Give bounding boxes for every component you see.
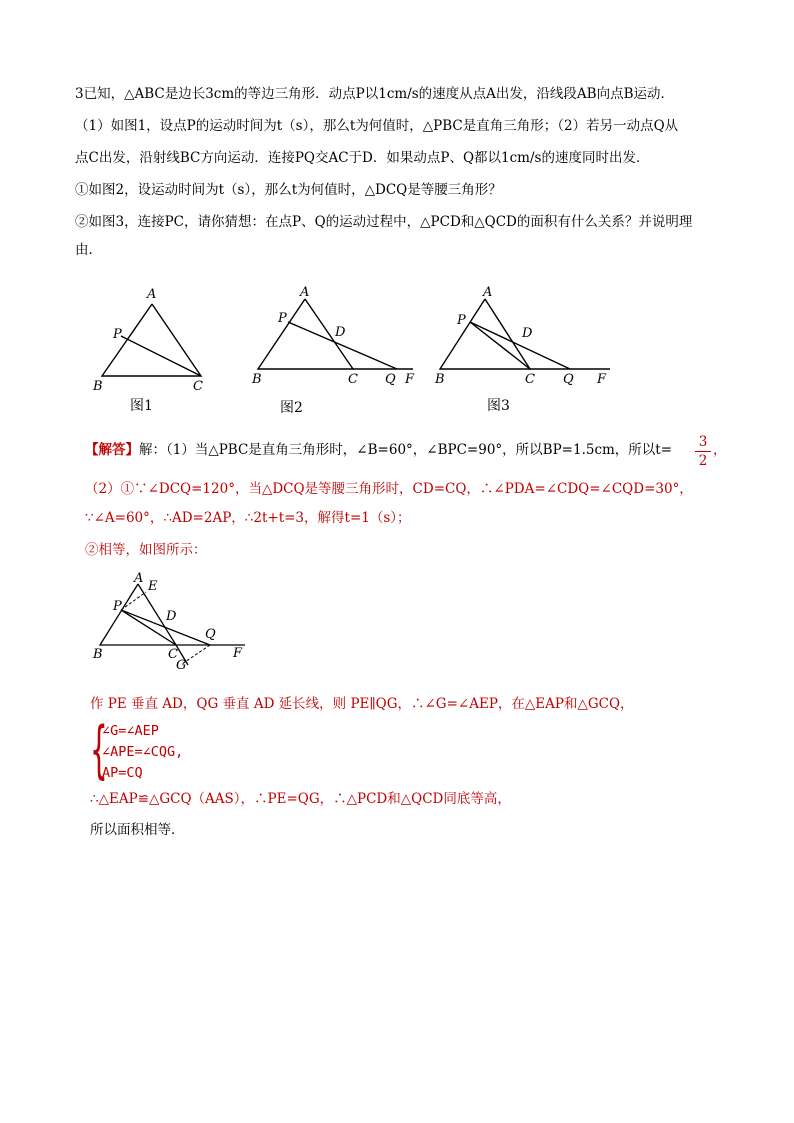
fig1-label-A: A	[147, 287, 157, 302]
answer-line-1	[85, 440, 672, 460]
answer-line-5: 作 PE 垂直 AD，QG 垂直 AD 延长线，则 PE∥QG，∴∠G=∠AEP，在△EAP和△GCQ，	[90, 696, 634, 712]
fig3-label-Q: Q	[563, 372, 574, 387]
fig3-label-C: C	[525, 372, 535, 387]
fig4-label-P: P	[113, 599, 122, 614]
fig2-label-D: D	[335, 325, 346, 340]
fig4-label-E: E	[148, 579, 158, 594]
system-eq-3: AP=CQ	[102, 765, 143, 781]
answer-fraction	[695, 434, 711, 469]
fig1-caption: 图1	[130, 398, 153, 414]
fig3-label-F: F	[597, 372, 607, 387]
fig1-label-C: C	[193, 379, 203, 394]
fig4-label-C: C	[168, 647, 178, 662]
fraction-denominator: 2	[698, 453, 708, 469]
question-line-3: 点C出发，沿射线BC方向运动．连接PQ交AC于D．如果动点P、Q都以1cm/s的速度同时出发．	[75, 150, 650, 166]
answer-line-2: （2）①∵∠DCQ=120°，当△DCQ是等腰三角形时，CD=CQ，∴∠PDA=∠CDQ=∠CQD=30°，	[85, 481, 693, 497]
fig2-label-A: A	[300, 285, 310, 300]
fig4-label-Q: Q	[205, 627, 216, 642]
question-line-2: （1）如图1，设点P的运动时间为t（s），那么t为何值时，△PBC是直角三角形；（2）若另一动点Q从	[75, 118, 679, 134]
fig2-label-F: F	[405, 372, 415, 387]
question-line-6: 由．	[75, 242, 102, 258]
fig2-label-P: P	[278, 311, 287, 326]
answer-line-1-end: ，	[713, 442, 727, 458]
system-eq-1: ∠G=∠AEP	[102, 723, 159, 739]
fig4-label-D: D	[166, 609, 177, 624]
brace-icon: {	[90, 713, 108, 786]
answer-line-7: 所以面积相等．	[90, 822, 185, 838]
system-eq-2: ∠APE=∠CQG,	[102, 744, 184, 760]
fig4-label-G: G	[176, 658, 187, 670]
fig3-label-P: P	[457, 313, 466, 328]
fraction-numerator: 3	[698, 434, 708, 450]
equation-system	[90, 713, 290, 786]
fig2-label-B: B	[252, 372, 262, 387]
fig4-label-F: F	[233, 646, 243, 661]
answer-line-1-text: 解：（1）当△PBC是直角三角形时，∠B=60°，∠BPC=90°，所以BP=1.5cm，所以t=	[139, 442, 673, 458]
fig3-label-B: B	[435, 372, 445, 387]
question-figures	[85, 284, 625, 419]
answer-line-3: ∵∠A=60°，∴AD=2AP，∴2t+t=3，解得t=1（s）；	[85, 510, 411, 526]
fig3-label-D: D	[522, 326, 533, 341]
fig4-label-A: A	[134, 571, 144, 586]
fig3-label-A: A	[483, 285, 493, 300]
fig3-caption: 图3	[487, 398, 510, 414]
fig4-label-B: B	[93, 647, 103, 662]
question-line-5: ②如图3，连接PC，请你猜想：在点P、Q的运动过程中，△PCD和△QCD的面积有什么关系？并说明理	[75, 214, 693, 230]
answer-tag: 【解答】	[85, 442, 139, 458]
question-line-1: 3已知，△ABC是边长3cm的等边三角形．动点P以1cm/s的速度从点A出发，沿线段AB向点B运动．	[75, 86, 675, 102]
fig1-label-B: B	[93, 379, 103, 394]
answer-figure	[90, 570, 255, 670]
fig2-caption: 图2	[280, 400, 303, 416]
fig1-label-P: P	[113, 327, 122, 342]
fig2-label-C: C	[348, 372, 358, 387]
question-line-4: ①如图2，设运动时间为t（s），那么t为何值时，△DCQ是等腰三角形？	[75, 182, 502, 198]
answer-line-4: ②相等，如图所示：	[85, 542, 207, 558]
fig2-label-Q: Q	[385, 372, 396, 387]
answer-line-6: ∴△EAP≌△GCQ（AAS），∴PE=QG，∴△PCD和△QCD同底等高，	[90, 791, 511, 807]
